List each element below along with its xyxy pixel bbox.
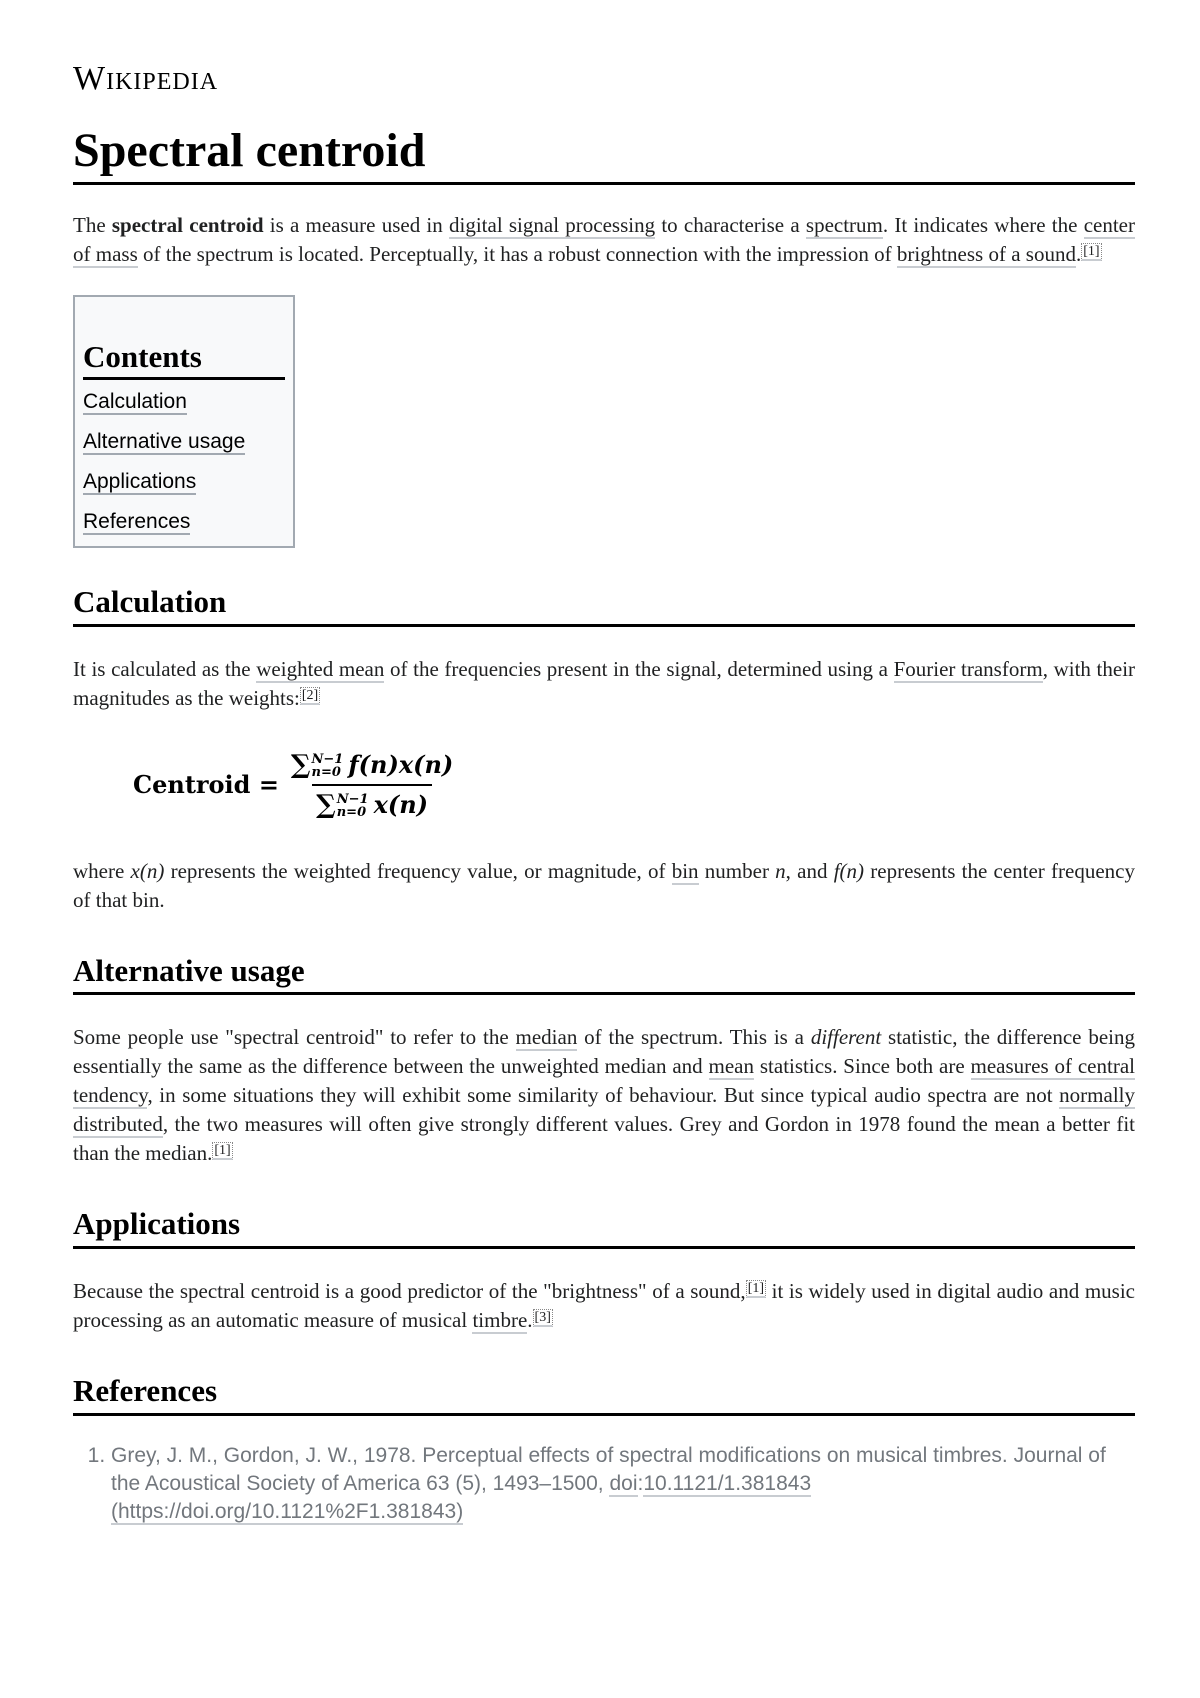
wikipedia-logo: Wikipedia <box>73 60 219 97</box>
toc-item-applications[interactable]: Applications <box>83 470 197 494</box>
centroid-formula <box>133 739 1135 831</box>
sum-limits-denominator: N−1 n=0 <box>336 792 369 821</box>
formula-fraction <box>287 750 457 820</box>
citation-ref-3[interactable]: [3] <box>534 1309 551 1325</box>
toc-item-calculation[interactable]: Calculation <box>83 390 187 414</box>
toc-item-references[interactable]: References <box>83 510 191 534</box>
link-digital-signal-processing[interactable]: digital signal processing <box>449 213 656 238</box>
formula-denominator: ∑ N−1 n=0 x(n) <box>312 784 432 820</box>
article-page <box>73 62 1135 1526</box>
citation-ref-1[interactable]: [1] <box>214 1143 231 1159</box>
link-center-of-mass[interactable]: center of mass <box>73 213 1135 267</box>
page-title: Spectral centroid <box>73 126 1135 185</box>
heading-alternative-usage: Alternative usage <box>73 953 1135 996</box>
citation-ref-1[interactable]: [1] <box>747 1280 765 1296</box>
intro-term: spectral centroid <box>111 213 264 238</box>
heading-calculation: Calculation <box>73 584 1135 627</box>
link-doi-number[interactable]: 10.1121/1.381843 <box>643 1471 812 1495</box>
link-mean[interactable]: mean <box>708 1054 754 1079</box>
link-bin[interactable]: bin <box>671 858 699 883</box>
applications-paragraph: Because the spectral centroid is a good predictor of the "brightness" of a sound, [1] it is widely used in digital audio and music processing as an automatic measure of musical timbre. [3] <box>73 1278 1135 1332</box>
intro-paragraph: The spectral centroid is a measure used in digital signal processing to characterise a spectrum. It indicates where the center of mass of the spectrum is located. Perceptually, it has a robust connection with the impression of brightness of a sound. [1] <box>73 213 1135 267</box>
sum-limits-numerator: N−1 n=0 <box>311 752 344 781</box>
link-median[interactable]: median <box>515 1025 578 1050</box>
heading-references: References <box>73 1373 1135 1416</box>
table-of-contents <box>73 295 295 548</box>
alternative-usage-paragraph: Some people use "spectral centroid" to refer to the median of the spectrum. This is a different statistic, the difference being essentially the same as the difference between the unweighted median and mean statistics. Since both are measures of central tendency, in some situations they will exhibit some similarity of behaviour. But since typical audio spectra are not normally distributed, the two measures will often give strongly different values. Grey and Gordon in 1978 found the mean a better fit than the median. [1] <box>73 1025 1135 1166</box>
sum-symbol-numerator: ∑ <box>290 749 311 780</box>
formula-lhs: Centroid = <box>133 770 279 800</box>
link-spectrum[interactable]: spectrum <box>805 213 883 238</box>
link-doi-url[interactable]: (https://doi.org/10.1121%2F1.381843) <box>111 1499 464 1523</box>
citation-ref-2[interactable]: [2] <box>301 687 319 703</box>
toc-title: Contents <box>83 339 285 380</box>
sum-symbol-denominator: ∑ <box>316 789 336 820</box>
calculation-paragraph: It is calculated as the weighted mean of the frequencies present in the signal, determined using a Fourier transform, with their magnitudes as the weights: [2] <box>73 656 1136 710</box>
link-measures-of-central-tendency[interactable]: measures of central tendency <box>73 1054 1135 1108</box>
link-fourier-transform[interactable]: Fourier transform <box>893 656 1043 681</box>
reference-item: 1. Grey, J. M., Gordon, J. W., 1978. Perceptual effects of spectral modifications on musical timbres. Journal of the Acoustical Society of America 63 (5), 1493–1500, doi:10.1121/1.381843 (https://doi.org/10.1121%2F1.381843) <box>111 1442 1135 1526</box>
citation-ref-1[interactable]: [1] <box>1083 244 1100 260</box>
references-list <box>73 1442 1135 1526</box>
toc-list <box>83 390 285 534</box>
link-timbre[interactable]: timbre <box>472 1307 528 1332</box>
toc-item-alternative-usage[interactable]: Alternative usage <box>83 430 246 454</box>
link-brightness-of-a-sound[interactable]: brightness of a sound <box>896 242 1076 267</box>
formula-numerator: ∑ N−1 n=0 f(n)x(n) <box>290 749 454 781</box>
link-normally-distributed[interactable]: normally distributed <box>73 1083 1135 1137</box>
link-weighted-mean[interactable]: weighted mean <box>256 656 385 681</box>
calculation-explanation: where x(n) represents the weighted frequency value, or magnitude, of bin number n, and f(n) represents the center frequency of that bin. <box>73 858 1135 912</box>
link-doi[interactable]: doi <box>609 1471 638 1495</box>
heading-applications: Applications <box>73 1206 1135 1249</box>
